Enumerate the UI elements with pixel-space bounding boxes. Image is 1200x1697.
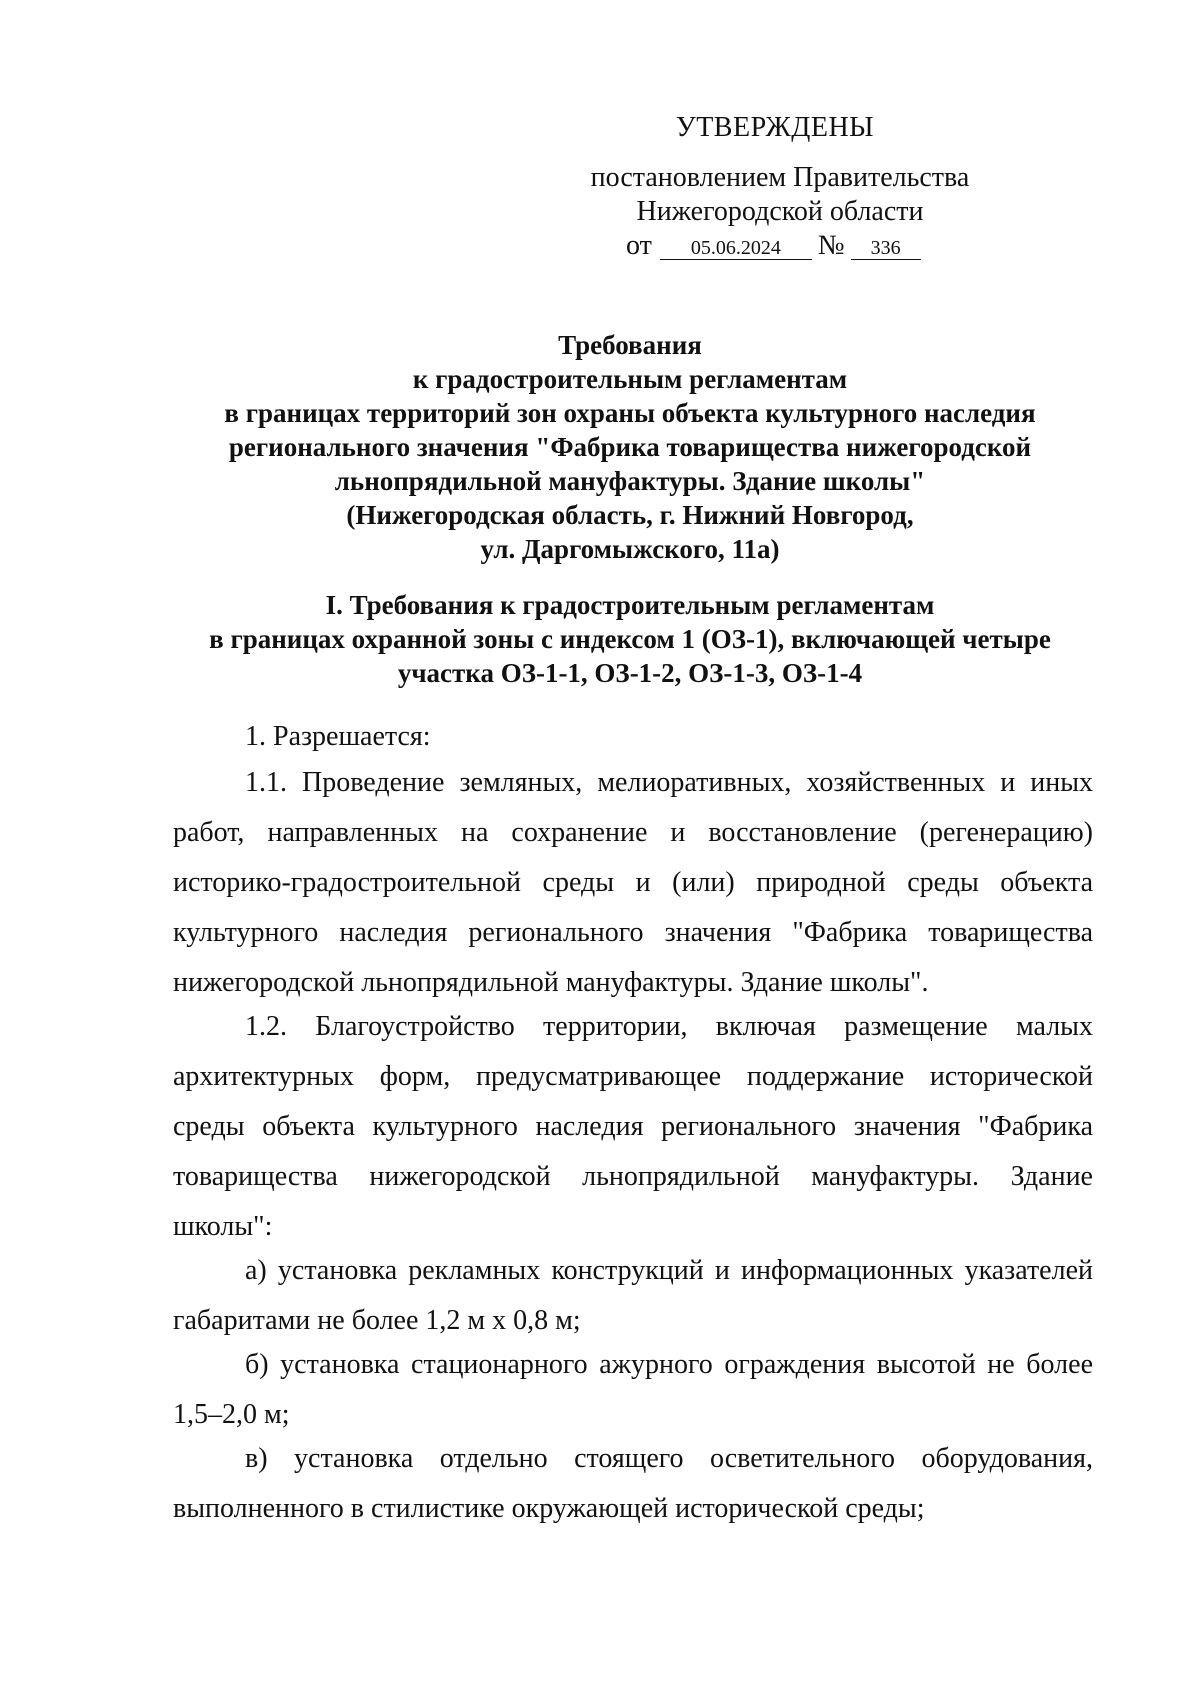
document-title-line: регионального значения "Фабрика товарищества нижегородской bbox=[228, 432, 1032, 462]
document-title-line: (Нижегородская область, г. Нижний Новгород, bbox=[346, 500, 914, 530]
approval-decree-line-2: Нижегородской области bbox=[636, 196, 924, 227]
paragraph-text: в) установка отдельно стоящего осветительного оборудования, выполненного в стилистике окружающей исторической среды; bbox=[173, 1443, 1093, 1524]
section-heading-line: I. Требования к градостроительным регламентам bbox=[325, 590, 935, 620]
decree-number: 336 bbox=[851, 237, 921, 260]
paragraph-1-1 bbox=[173, 758, 1093, 1008]
document-title bbox=[150, 328, 1110, 566]
paragraph-v bbox=[173, 1434, 1093, 1534]
paragraph-1-2 bbox=[173, 1002, 1093, 1252]
paragraph-text: б) установка стационарного ажурного ограждения высотой не более 1,5–2,0 м; bbox=[173, 1349, 1093, 1430]
paragraph-text: а) установка рекламных конструкций и информационных указателей габаритами не более 1,2 м х 0,8 м; bbox=[173, 1255, 1093, 1336]
date-prefix: от bbox=[626, 230, 652, 261]
paragraph-text: 1. Разрешается: bbox=[245, 721, 431, 752]
document-title-line: Требования bbox=[558, 330, 702, 360]
decree-date: 05.06.2024 bbox=[660, 237, 812, 260]
section-heading-line: участка ОЗ-1-1, ОЗ-1-2, ОЗ-1-3, ОЗ-1-4 bbox=[397, 658, 863, 688]
approval-title: УТВЕРЖДЕНЫ bbox=[675, 112, 875, 143]
document-title-line: в границах территорий зон охраны объекта культурного наследия bbox=[224, 398, 1036, 428]
approval-decree-line-1: постановлением Правительства bbox=[590, 162, 970, 193]
document-title-line: к градостроительным регламентам bbox=[412, 364, 848, 394]
paragraph-b bbox=[173, 1340, 1093, 1440]
number-sign: № bbox=[817, 230, 845, 261]
document-title-line: льнопрядильной мануфактуры. Здание школы" bbox=[334, 466, 926, 496]
section-heading-line: в границах охранной зоны с индексом 1 (ОЗ-1), включающей четыре bbox=[209, 624, 1051, 654]
paragraph-a bbox=[173, 1246, 1093, 1346]
paragraph-text: 1.1. Проведение земляных, мелиоративных, хозяйственных и иных работ, направленных на сохранение и восстановление (регенерацию) историко-градостроительной среды и (или) природной среды объекта культурного наследия регионального значения "Фабрика товарищества нижегородской льнопрядильной мануфактуры. Здание школы". bbox=[173, 767, 1093, 998]
document-title-line: ул. Даргомыжского, 11а) bbox=[480, 534, 780, 564]
approval-date-number-line bbox=[626, 230, 921, 262]
section-heading bbox=[150, 588, 1110, 690]
paragraph-1 bbox=[173, 712, 1093, 762]
paragraph-text: 1.2. Благоустройство территории, включая размещение малых архитектурных форм, предусматривающее поддержание исторической среды объекта культурного наследия регионального значения "Фабрика товарищества нижегородской льнопрядильной мануфактуры. Здание школы": bbox=[173, 1011, 1093, 1242]
